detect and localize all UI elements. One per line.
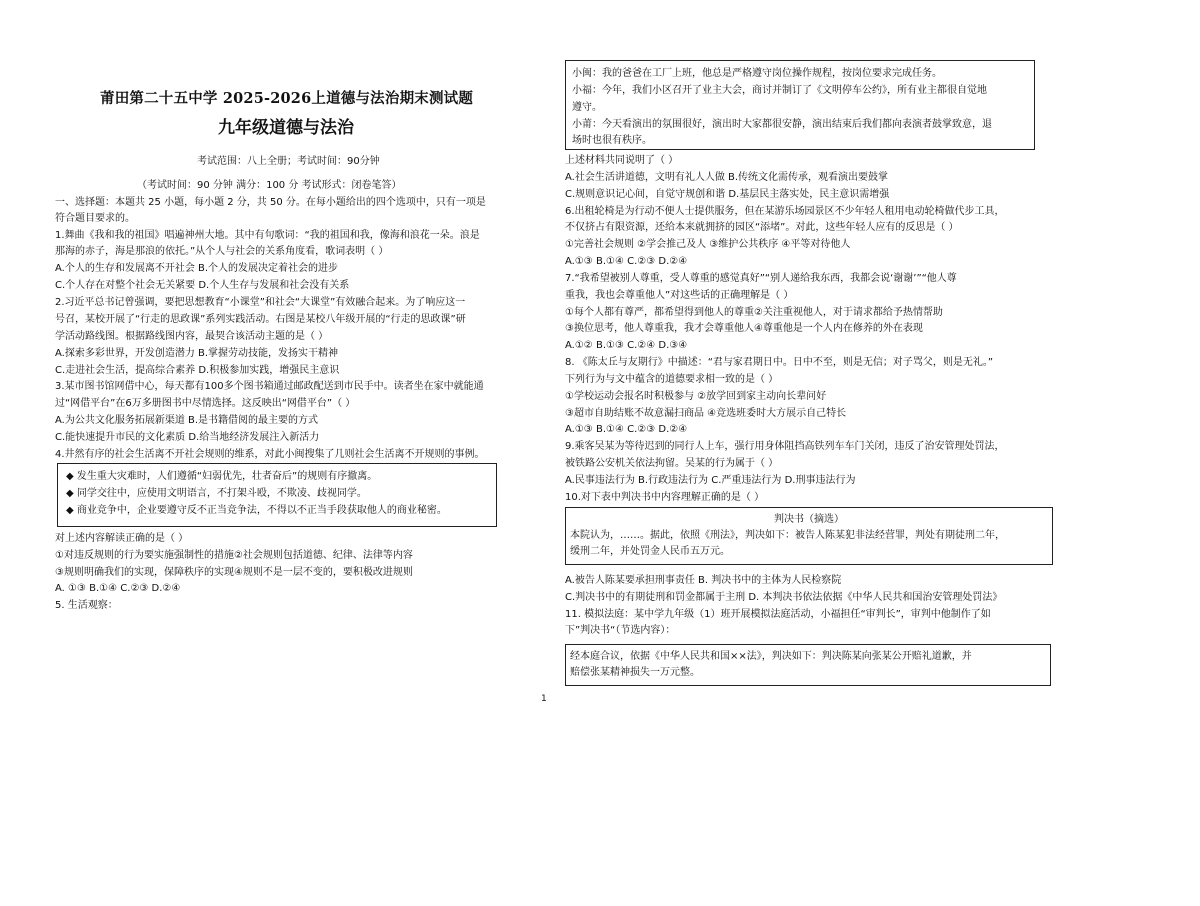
text-line: 符合题目要求的。 — [55, 213, 135, 224]
option-line: A.民事违法行为 B.行政违法行为 C.严重违法行为 D.刑事违法行为 — [565, 475, 856, 486]
option-line: A.社会生活讲道德，文明有礼人人做 B.传统文化需传承，观看演出要鼓掌 — [565, 172, 889, 183]
text-line: 号召，某校开展了“行走的思政课”系列实践活动。右图是某校八年级开展的“行走的思政课”研 — [55, 314, 466, 325]
text-line: 那海的赤子，海是那浪的依托。”从个人与社会的关系角度看，歌词表明（ ） — [55, 246, 389, 257]
text-line: 一、选择题：本题共 25 小题，每小题 2 分，共 50 分。在每小题给出的四个选项中，只有一项是 — [55, 197, 486, 208]
text-line: 重我，我也会尊重他人”对这些话的正确理解是（ ） — [565, 290, 794, 301]
text-line: ③规则明确我们的实现，保障秩序的实现④规则不是一层不变的，要积极改进规则 — [55, 567, 413, 578]
question-1: 1.舞曲《我和我的祖国》唱遍神州大地。其中有句歌词：“我的祖国和我，像海和浪花一朵。浪是 — [55, 230, 480, 241]
box-line: 赔偿张某精神损失一万元整。 — [570, 667, 700, 678]
exam-title: 莆田第二十五中学 2025-2026上道德与法治期末测试题 — [100, 90, 474, 107]
question-7: 7.“我希望被别人尊重，受人尊重的感觉真好”“别人递给我东西，我都会说‘谢谢’”“他人尊 — [565, 273, 957, 284]
option-line: A.①② B.①③ C.②④ D.③④ — [565, 340, 688, 351]
subject-title: 九年级道德与法治 — [218, 118, 354, 138]
box-line: 小莆：今天看演出的氛围很好，演出时大家都很安静，演出结束后我们都向表演者鼓掌致意，退 — [572, 119, 992, 130]
text-line: ③超市自助结账不故意漏扫商品 ④竞选班委时大方展示自己特长 — [565, 408, 847, 419]
rule-examples-box — [57, 463, 497, 527]
option-line: A.①③ B.①④ C.②③ D.②④ — [565, 424, 688, 435]
question-6: 6.出租轮椅是为行动不便人士提供服务，但在某游乐场园景区不少年轻人租用电动轮椅做代步工具， — [565, 206, 1005, 217]
box-line: 小闽：我的爸爸在工厂上班，他总是严格遵守岗位操作规程，按岗位要求完成任务。 — [572, 68, 942, 79]
box-line: 小福：今年，我们小区召开了业主大会，商讨并制订了《文明停车公约》，所有业主都很自觉地 — [572, 85, 987, 96]
box-line: 缓刑二年，并处罚金人民币五万元。 — [570, 546, 730, 557]
bullet-item: ◆ 同学交往中，应使用文明语言，不打架斗殴，不欺凌、歧视同学。 — [66, 488, 367, 499]
question-11: 11. 模拟法庭：某中学九年级（1）班开展模拟法庭活动，小福担任“审判长”，审判中他制作了如 — [565, 609, 991, 620]
text-line: 过“网借平台”在6万多册图书中尽情选择。这反映出“网借平台”（ ） — [55, 398, 356, 409]
question-4: 4.井然有序的社会生活离不开社会规则的维系，对此小闽搜集了几则社会生活离不开规则的事例。 — [55, 449, 485, 460]
text-line: 下列行为与文中蕴含的道德要求相一致的是（ ） — [565, 374, 779, 385]
text-line: 上述材料共同说明了（ ） — [565, 155, 679, 166]
text-line: ①学校运动会报名时积极参与 ②放学回到家主动向长辈问好 — [565, 391, 827, 402]
box-line: 本院认为，……。据此，依照《刑法》，判决如下：被告人陈某犯非法经营罪，判处有期徒刑二年， — [570, 530, 1005, 541]
page-number: 1 — [541, 694, 547, 704]
text-line: 学活动路线图。根据路线图内容，最契合该活动主题的是（ ） — [55, 331, 329, 342]
option-line: C.走进社会生活，提高综合素养 D.积极参加实践，增强民主意识 — [55, 365, 340, 376]
text-line: ①对违反规则的行为要实施强制性的措施②社会规则包括道德、纪律、法律等内容 — [55, 550, 413, 561]
bullet-item: ◆ 商业竞争中，企业要遵守反不正当竞争法，不得以不正当手段获取他人的商业秘密。 — [66, 505, 447, 516]
bullet-item: ◆ 发生重大灾难时，人们遵循“妇弱优先，壮者奋后”的规则有序撤离。 — [66, 471, 378, 482]
judgment-box — [565, 507, 1053, 565]
box-line: 场时也很有秩序。 — [572, 135, 652, 146]
exam-scope: 考试范围：八上全册；考试时间：90分钟 — [197, 156, 380, 167]
question-9: 9.乘客吴某为等待迟到的同行人上车，强行用身体阻挡高铁列车车门关闭，违反了治安管理处罚法， — [565, 441, 1005, 452]
text-line: 下”判决书“（节选内容）： — [565, 625, 676, 636]
option-line: A.被告人陈某要承担刑事责任 B. 判决书中的主体为人民检察院 — [565, 575, 842, 586]
question-10: 10.对下表中判决书中内容理解正确的是（ ） — [565, 492, 765, 503]
text-line: ①完善社会规则 ②学会推己及人 ③维护公共秩序 ④平等对待他人 — [565, 239, 851, 250]
option-line: A. ①③ B.①④ C.②③ D.②④ — [55, 583, 181, 594]
option-line: A.①③ B.①④ C.②③ D.②④ — [565, 256, 688, 267]
option-line: C.能快速提升市民的文化素质 D.给当地经济发展注入新活力 — [55, 432, 320, 443]
option-line: A.为公共文化服务拓展新渠道 B.是书籍借阅的最主要的方式 — [55, 415, 319, 426]
question-3: 3.某市图书馆网借中心，每天都有100多个图书箱通过邮政配送到市民手中。读者坐在家中就能通 — [55, 381, 484, 392]
text-line: 不仅挤占有限资源，还给本来就拥挤的园区“添堵”。对此，这些年轻人应有的反思是（ ） — [565, 222, 959, 233]
question-5: 5. 生活观察： — [55, 600, 118, 611]
question-2: 2.习近平总书记曾强调，要把思想教育“小课堂”和社会“大课堂”有效融合起来。为了响应这一 — [55, 297, 466, 308]
exam-info: （考试时间：90 分钟 满分：100 分 考试形式：闭卷笔答） — [137, 180, 402, 191]
verdict-box — [565, 644, 1051, 686]
judgment-heading: 判决书（摘选） — [774, 514, 844, 525]
text-line: ①每个人都有尊严，都希望得到他人的尊重②关注重视他人，对于请求都给予热情帮助 — [565, 307, 943, 318]
box-line: 经本庭合议，依据《中华人民共和国××法》，判决如下：判决陈某向张某公开赔礼道歉，并 — [570, 651, 972, 662]
option-line: A.探索多彩世界，开发创造潜力 B.掌握劳动技能，发扬实干精神 — [55, 348, 339, 359]
option-line: C.判决书中的有期徒刑和罚金都属于主刑 D. 本判决书依法依据《中华人民共和国治安管理处罚法》 — [565, 592, 1003, 603]
option-line: C.规则意识记心间，自觉守规创和谐 D.基层民主落实处，民主意识需增强 — [565, 189, 890, 200]
text-line: 对上述内容解读正确的是（ ） — [55, 533, 189, 544]
text-line: ③换位思考，他人尊重我，我才会尊重他人④尊重他是一个人内在修养的外在表现 — [565, 323, 923, 334]
life-observation-box — [565, 60, 1035, 150]
text-line: 被铁路公安机关依法拘留。吴某的行为属于（ ） — [565, 458, 779, 469]
box-line: 遵守。 — [572, 102, 602, 113]
option-line: A.个人的生存和发展离不开社会 B.个人的发展决定着社会的进步 — [55, 263, 339, 274]
option-line: C.个人存在对整个社会无关紧要 D.个人生存与发展和社会没有关系 — [55, 280, 350, 291]
question-8: 8. 《陈太丘与友期行》中描述：“君与家君期日中。日中不至，则是无信；对子骂父，则是无礼。” — [565, 357, 994, 368]
